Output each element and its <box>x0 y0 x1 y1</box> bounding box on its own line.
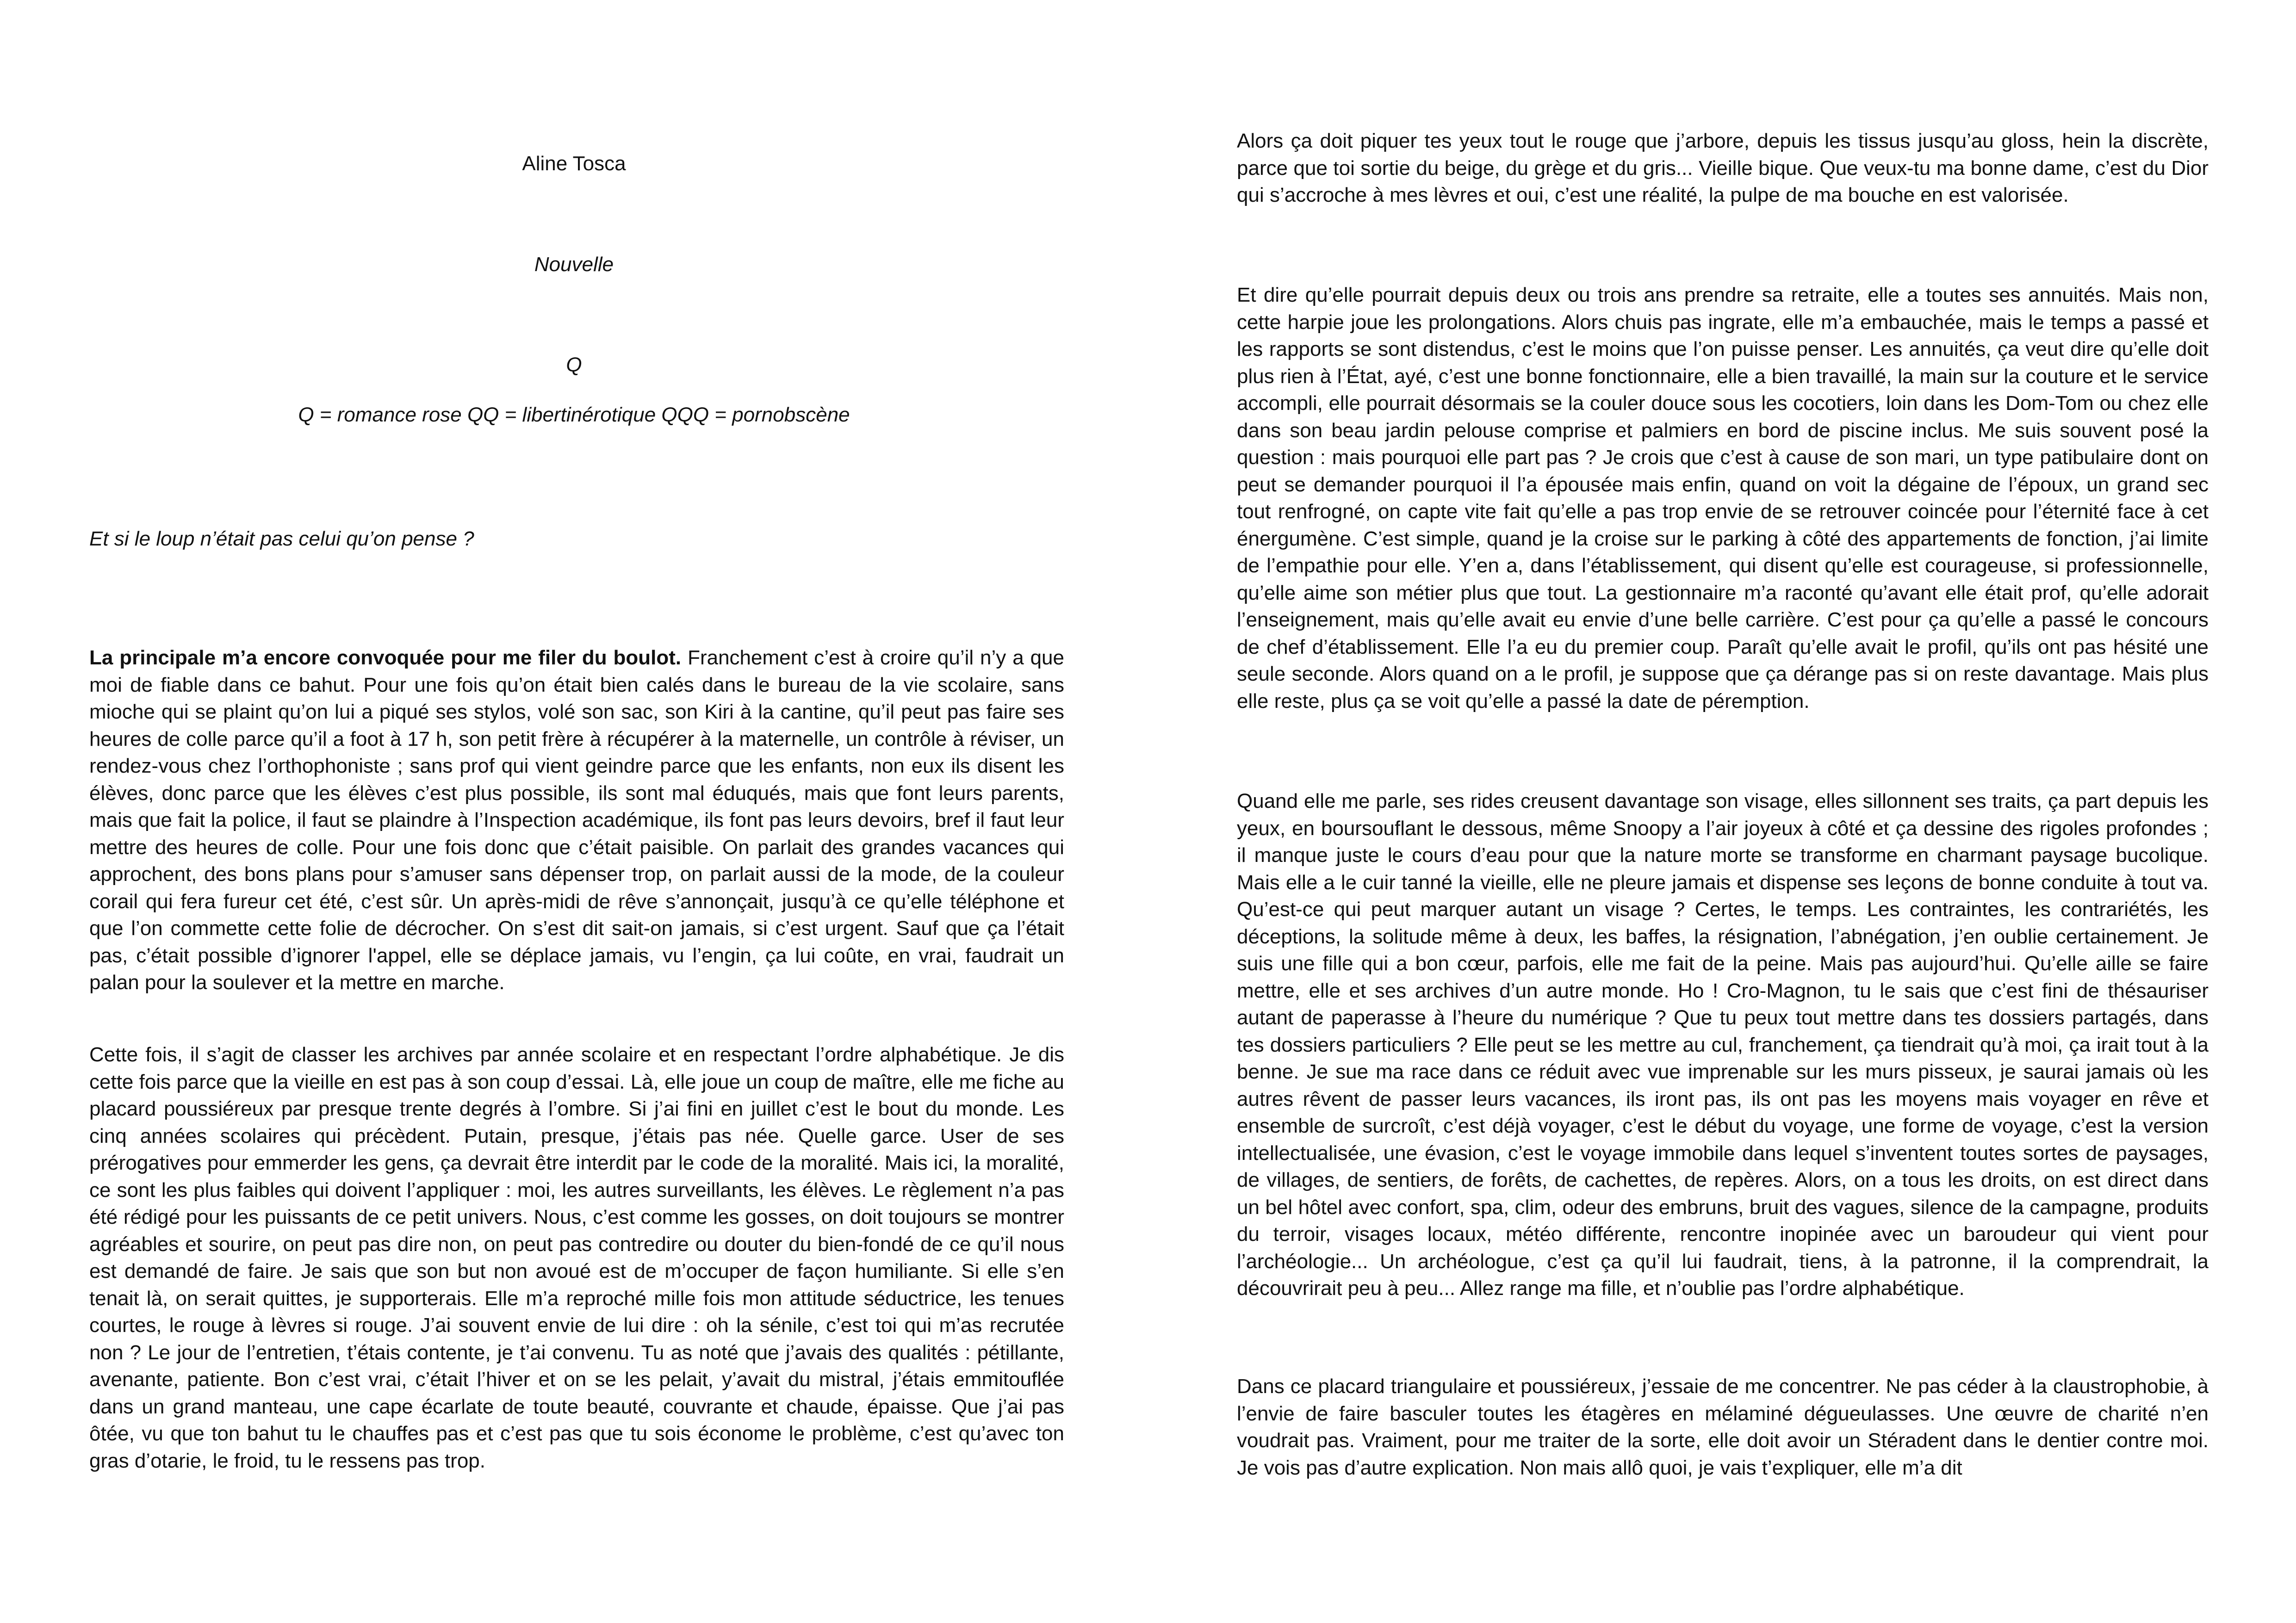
right-paragraph-4: Dans ce placard triangulaire et poussiéreux, j’essaie de me concentrer. Ne pas céder à la claustrophobie, à l’envie de faire basculer toutes les étagères en mélaminé dégueulasses. Une œuvre de charité n’en voudrait pas. Vraiment, pour me traiter de la sorte, elle doit avoir un Stéradent dans le dentier contre moi. Je vois pas d’autre explication. Non mais allô quoi, je vais t’expliquer, elle m’a dit <box>1237 1375 2209 1479</box>
author-name: Aline Tosca <box>522 152 626 175</box>
right-paragraph-3: Quand elle me parle, ses rides creusent davantage son visage, elles sillonnent ses traits, ça part depuis les yeux, en boursouflant le dessous, même Snoopy a l’air joyeux à côté et ça dessine des rigoles profondes ; il manque juste le cours d’eau pour que la nature morte se transforme en charmant paysage bucolique. Mais elle a le cuir tanné la vieille, elle ne pleure jamais et dispense ses leçons de bonne conduite à tout va. Qu’est-ce qui peut marquer autant un visage ? Certes, le temps. Les contraintes, les contrariétés, les déceptions, la solitude même à deux, les baffes, la résignation, l’abnégation, j’en oublie certainement. Je suis une fille qui a bon cœur, parfois, elle me fait de la peine. Mais pas aujourd’hui. Qu’elle aille se faire mettre, elle et ses archives d’un autre monde. Ho ! Cro-Magnon, tu le sais que c’est fini de thésauriser autant de paperasse à l’heure du numérique ? Que tu peux tout mettre dans tes dossiers partagés, dans tes dossiers particuliers ? Elle peut se les mettre au cul, franchement, ça tiendrait qu’à moi, ça irait tout à la benne. Je sue ma race dans ce réduit avec vue imprenable sur les murs pisseux, je saurai jamais où les autres rêvent de passer leurs vacances, ils iront pas, ils ont pas les moyens mais voyager en rêve et ensemble de surcroît, c’est déjà voyager, c’est le début du voyage, une forme de voyage, c’est la version intellectualisée, une évasion, c’est le voyage immobile dans lequel s’inventent toutes sortes de paysages, de villages, de sentiers, de forêts, de cachettes, de repères. Alors, on a tous les droits, on est direct dans un bel hôtel avec confort, spa, clim, odeur des embruns, bruit des vagues, silence de la campagne, produits du terroir, visages locaux, météo différente, rencontre inopinée avec un baroudeur qui vient pour l’archéologie... Un archéologue, c’est ça qu’il lui faudrait, tiens, à la patronne, il la comprendrait, la découvrirait peu à peu... Allez range ma fille, et n’oublie pas l’ordre alphabétique. <box>1237 790 2209 1300</box>
paragraph-lead: La principale m’a encore convoquée pour me filer du boulot. <box>89 646 682 669</box>
paragraph-body: Franchement c’est à croire qu’il n’y a que moi de fiable dans ce bahut. Pour une fois qu’on était bien calés dans le bureau de la vie scolaire, sans mioche qui se plaint qu’on lui a piqué ses stylos, volé son sac, son Kiri à la cantine, qu’il peut pas faire ses heures de colle parce qu’il a foot à 17 h, son petit frère à récupérer à la maternelle, un contrôle à réviser, un rendez-vous chez l’orthophoniste ; sans prof qui vient geindre parce que les enfants, non eux ils disent les élèves, donc parce que les élèves c’est plus possible, ils sont mal éduqués, mais que font leurs parents, mais que fait la police, il faut se plaindre à l’Inspection académique, ils font pas leurs devoirs, bref il faut leur mettre des heures de colle. Pour une fois donc que c’était paisible. On parlait des grandes vacances qui approchent, des bons plans pour s’amuser sans dépenser trop, on parlait aussi de la mode, de la couleur corail qui fera fureur cet été, c’est sûr. Un après-midi de rêve s’annonçait, jusqu’à ce qu’elle téléphone et que l’on commette cette folie de décrocher. On s’est dit sait-on jamais, si c’est urgent. Sauf que ça l’était pas, c’était possible d’ignorer l'appel, elle se déplace jamais, vu l’engin, ça lui coûte, en vrai, faudrait un palan pour la soulever et la mettre en marche. <box>89 646 1064 994</box>
right-paragraph-2: Et dire qu’elle pourrait depuis deux ou trois ans prendre sa retraite, elle a toutes ses annuités. Mais non, cette harpie joue les prolongations. Alors chuis pas ingrate, elle m’a embauchée, mais le temps a passé et les rapports se sont distendus, c’est le moins que l’on puisse penser. Les annuités, ça veut dire qu’elle doit plus rien à l’État, ayé, c’est une bonne fonctionnaire, elle a bien travaillé, la main sur la couture et le service accompli, elle pourrait désormais se la couler douce sous les cocotiers, loin dans les Dom-Tom ou chez elle dans son beau jardin pelouse comprise et palmiers en bord de piscine inclus. Me suis souvent posé la question : mais pourquoi elle part pas ? Je crois que c’est à cause de son mari, un type patibulaire dont on peut se demander pourquoi il l’a épousée mais enfin, quand on voit la dégaine de l’époux, un grand sec tout renfrogné, on capte vite fait qu’elle a pas trop envie de se retrouver coincée pour l’éternité face à cet énergumène. C’est simple, quand je la croise sur le parking à côté des appartements de fonction, j’ai limite de l’empathie pour elle. Y’en a, dans l’établissement, qui disent qu’elle est courageuse, si professionnelle, qu’elle aime son métier plus que tout. La gestionnaire m’a raconté qu’avant elle était prof, qu’elle adorait l’enseignement, mais qu’elle avait eu envie d’une belle carrière. C’est pour ça qu’elle a passé le concours de chef d’établissement. Elle l’a eu du premier coup. Paraît qu’elle avait le profil, qu’ils ont pas hésité une seule seconde. Alors quand on a le profil, je suppose que ça dérange pas si on reste davantage. Mais plus elle reste, plus ça se voit qu’elle a passé la date de péremption. <box>1237 284 2209 712</box>
tagline: Et si le loup n’était pas celui qu’on pense ? <box>89 527 474 550</box>
left-paragraph-2: Cette fois, il s’agit de classer les archives par année scolaire et en respectant l’ordre alphabétique. Je dis cette fois parce que la vieille en est pas à son coup d’essai. Là, elle joue un coup de maître, elle me fiche au placard poussiéreux par presque trente degrés à l’ombre. Si j’ai fini en juillet c’est le bout du monde. Les cinq années scolaires qui précèdent. Putain, presque, j’étais pas née. Quelle garce. User de ses prérogatives pour emmerder les gens, ça devrait être interdit par le code de la moralité. Mais ici, la moralité, ce sont les plus faibles qui doivent l’appliquer : moi, les autres surveillants, les élèves. Le règlement n’a pas été rédigé pour les puissants de ce petit univers. Nous, c’est comme les gosses, on doit toujours se montrer agréables et sourire, on peut pas dire non, on peut pas contredire ou douter du bien-fondé de ce qu’il nous est demandé de faire. Je sais que son but non avoué est de m’occuper de façon humiliante. Si elle s’en tenait là, on serait quittes, je supporterais. Elle m’a reproché mille fois mon attitude séductrice, les tenues courtes, le rouge à lèvres si rouge. J’ai souvent envie de lui dire : oh la sénile, c’est toi qui m’as recrutée non ? Le jour de l’entretien, t’étais contente, je t’ai convenu. Tu as noté que j’avais des qualités : pétillante, avenante, patiente. Bon c’est vrai, c’était l’hiver et on se les pelait, y’avait du mistral, j’étais emmitouflée dans un grand manteau, une cape écarlate de toute beauté, couvrante et chaude, épaisse. Que j’ai pas ôtée, vu que ton bahut tu le chauffes pas et c’est pas que tu sois économe le problème, c’est qu’avec ton gras d’otarie, le froid, tu le ressens pas trop. <box>89 1043 1064 1472</box>
rating-label: Q <box>566 353 582 376</box>
right-paragraph-1: Alors ça doit piquer tes yeux tout le rouge que j’arbore, depuis les tissus jusqu’au gloss, hein la discrète, parce que toi sortie du beige, du grège et du gris... Vieille bique. Que veux-tu ma bonne dame, c’est du Dior qui s’accroche à mes lèvres et oui, c’est une réalité, la pulpe de ma bouche en est valorisée. <box>1237 130 2209 206</box>
left-paragraph-1 <box>89 644 1064 997</box>
rating-legend: Q = romance rose QQ = libertinérotique QQQ = pornobscène <box>298 403 850 426</box>
genre-label: Nouvelle <box>534 253 614 276</box>
right-page <box>1148 0 2296 1623</box>
